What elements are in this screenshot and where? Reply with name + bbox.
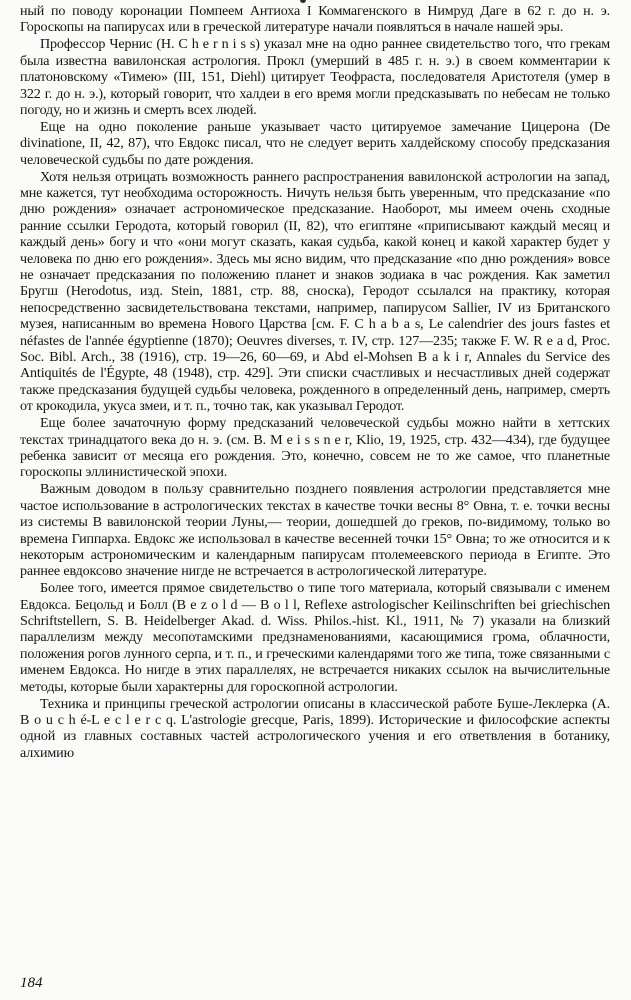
paragraph-herodotus: Хотя нельзя отрицать возможность раннего распространения вавилонской астрологии на запад, мне кажется, тут необходима осторожность. Ничуть нельзя быть уверенным, что предсказание «по дню рождения» означает астрономическое предсказание. Наоборот, мы имеем очень сходные ранние ссылки Геродота, который говорил (II, 82), что египтяне «приписывают каждый месяц и каждый день» богу и что «они могут сказать, какая судьба, какой конец и какой характер будет у человека по дню его рождения». Здесь мы ясно видим, что предсказание «по дню рождения» вовсе не означает предсказания по положению планет и знаков зодиака в час рождения. Как заметил Бругш (Herodotus, изд. Stein, 1881, стр. 88, сноска), Геродот ссылался на практику, которая непосредственно засвидетельствована текстами, например, папирусом Sallier, IV из Британского музея, написанным во времена Нового Царства [см. F. C h a b a s, Le calendrier des jours fastes et néfastes de l'année égyptienne (1870); Oeuvres diverses, т. IV, стр. 127—235; также F. W. R e a d, Proc. Soc. Bibl. Arch., 38 (1916), стр. 19—26, 60—69, и Abd el-Mohsen B a k i r, Annales du Service des Antiquités de l'Égypte, 48 (1948), стр. 429]. Эти списки счастливых и несчастливых дней содержат также предсказания будущей судьбы человека, рожденного в определенный день, например, смерть от крокодила, укуса змеи, и т. п., точно так, как указывал Геродот.	[20, 168, 610, 415]
paragraph-cherniss: Профессор Чернис (H. C h e r n i s s) указал мне на одно раннее свидетельство того, что грекам была известна вавилонская астрология. Прокл (умерший в 485 г. н. э.) в своем комментарии к платоновскому «Тимею» (III, 151, Diehl) цитирует Теофраста, последователя Аристотеля (умер в 322 г. до н. э.), который говорит, что халдеи в его время могли предсказывать по небесам не только погоду, но и жизнь и смерть всех людей.	[20, 36, 610, 118]
paragraph-hittite: Еще более зачаточную форму предсказаний человеческой судьбы можно найти в хеттских текстах тринадцатого века до н. э. (см. B. M e i s s n e r, Klio, 19, 1925, стр. 432—434), где будущее ребенка зависит от месяца его рождения. Это, конечно, совсем не то же самое, что планетные гороскопы эллинистической эпохи.	[20, 415, 610, 481]
body-text	[20, 3, 610, 762]
paragraph-bouche-leclercq: Техника и принципы греческой астрологии описаны в классической работе Буше-Леклерка (A. B o u c h é-L e c l e r c q. L'astrologie grecque, Paris, 1899). Исторические и философские аспекты одной из главных составных частей астрологического учения и его ответвления в ботанику, алхимию	[20, 695, 610, 761]
paragraph-aries: Важным доводом в пользу сравнительно позднего появления астрологии представляется мне частое использование в астрологических текстах в качестве точки весны 8° Овна, т. е. точки весны из системы В вавилонской теории Луны,— теории, дошедшей до греков, по-видимому, только во времена Гиппарха. Евдокс же использовал в качестве весенней точки 15° Овна; то же относится и к некоторым астрономическим и календарным папирусам птолемеевского периода в Египте. Это раннее евдоксово значение нигде не встречается в астрологической литературе.	[20, 481, 610, 580]
paragraph-bezold-boll: Более того, имеется прямое свидетельство о типе того материала, который связывали с именем Евдокса. Бецольд и Болл (B e z o l d — B o l l, Reflexe astrologischer Keilinschriften bei griechischen Schriftstellern, S. B. Heidelberger Akad. d. Wiss. Philos.-hist. Kl., 1911, № 7) указали на близкий параллелизм между месопотамскими предзнаменованиями, касающимися грома, облачности, положения рогов лунного серпа, и т. п., и греческими календарями того же типа, тоже связанными с именем Евдокса. Но нигде в этих параллелях, не встречается никаких ссылок на вычислительные методы, которые были характерны для гороскопной астрологии.	[20, 580, 610, 695]
paragraph-continuation: ный по поводу коронации Помпеем Антиоха I Коммагенского в Нимруд Даге в 62 г. до н. э. Гороскопы на папирусах или в греческой литературе начали появляться в начале нашей эры.	[20, 3, 610, 36]
page-number: 184	[20, 975, 43, 991]
paragraph-cicero: Еще на одно поколение раньше указывает часто цитируемое замечание Цицерона (De divinatione, II, 42, 87), что Евдокс писал, что не следует верить халдейскому способу предсказания человеческой судьбы по дате рождения.	[20, 118, 610, 168]
